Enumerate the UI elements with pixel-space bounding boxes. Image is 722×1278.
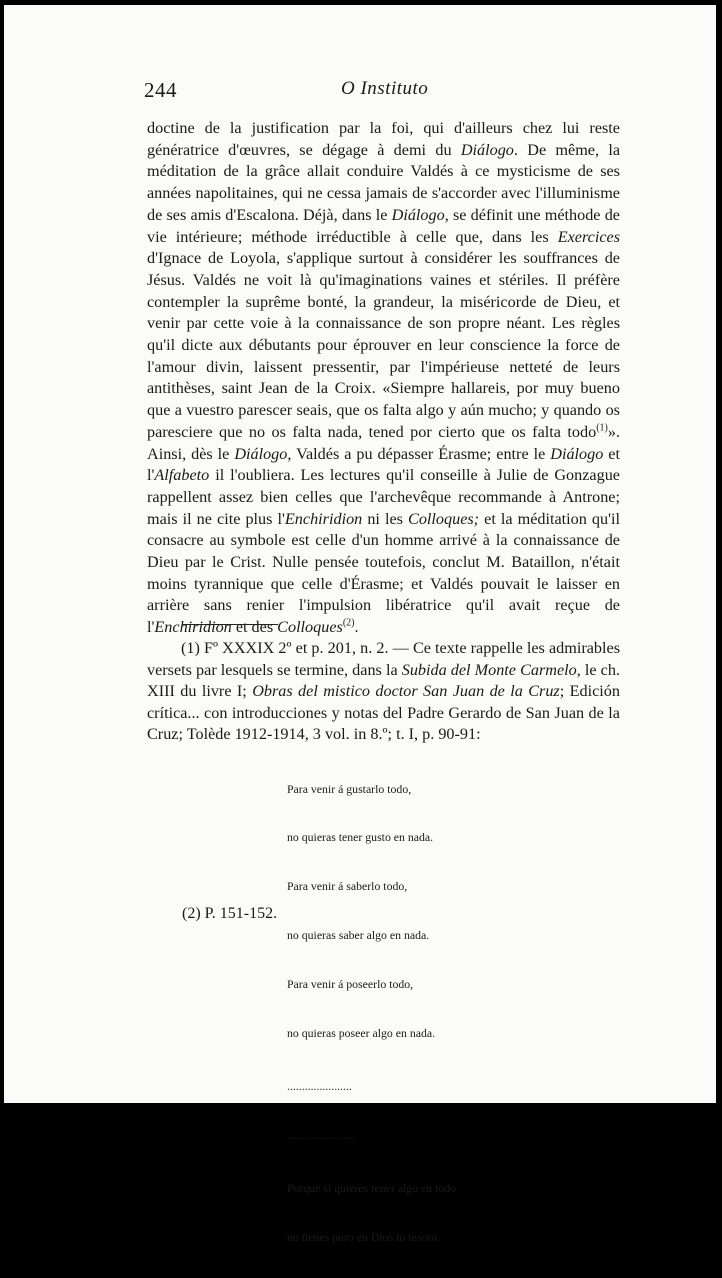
verse-line: Porque si quieres tener algo en todo <box>287 1180 457 1195</box>
verse-line: Para venir á saberlo todo, <box>287 879 408 894</box>
verse-ellipsis: ....................... <box>287 1127 355 1142</box>
verse-line: no quieras saber algo en nada. <box>287 928 430 943</box>
footnote-2: (2) P. 151-152. <box>182 905 278 922</box>
quoted-verse <box>287 748 456 1278</box>
footnote-divider <box>182 624 278 625</box>
page-header <box>4 75 716 105</box>
verse-ellipsis: ...................... <box>287 1078 352 1093</box>
running-title: O Instituto <box>341 78 429 99</box>
footnote-ref-1: (1) <box>596 422 608 434</box>
verse-line: Para venir á poseerlo todo, <box>287 977 414 992</box>
page <box>4 5 716 1244</box>
verse-line: no quieras poseer algo en nada. <box>287 1026 436 1041</box>
page-number: 244 <box>144 78 177 102</box>
body-paragraph: doctine de la justification par la foi, qui d'ailleurs chez lui reste génératrice d'œuvres, se dégage à demi du Diálogo. De même, la méditation de la grâce allait conduire Valdés à ce mysticisme de ses années napolitaines, qui ne cessa jamais de s'accorder avec l'illuminisme de ses amis d'Escalona. Déjà, dans le Diálogo, se définit une méthode de vie intérieure; méthode irréductible à celle que, dans les Exercices d'Ignace de Loyola, s'applique surtout à considérer les souffrances de Jésus. Valdés ne voit là qu'imaginations vaines et stériles. Il préfère contempler la suprême bonté, la grandeur, la miséricorde de Dieu, et venir par cette voie à la connaissance de son propre néant. Les règles qu'il dicte aux débutants pour éprouver en leur conscience la force de l'amour divin, laissent pressentir, par l'impérieuse netteté de leurs antithèses, saint Jean de la Croix. «Siempre hallareis, por muy bueno que a vuestro parescer seais, que os falta algo y aún mucho; y quando os paresciere que no os falta nada, tened por cierto que os falta todo$^{(1)}$». Ainsi, dès le Diálogo, Valdés a pu dépasser Érasme; entre le Diálogo et l'Alfabeto il l'oubliera. Les lectures qu'il conseille à Julie de Gonzague rappellent assez bien celles que l'archevêque recommande à Antrone; mais il ne cite plus l'Enchiridion ni les Colloques; et la méditation qu'il consacre au symbole est celle d'un homme arrivé à la connaissance de Dieu par le Crist. Nulle pensée toutefois, conclut M. Bataillon, n'était moins tyrannique que celle d'Érasme; et Valdés pouvait le laisser en arrière sans renier l'impulsion libératrice qu'il avait reçue de l'Enchiridion et des Colloques$^{(2)}$. <box>147 119 621 637</box>
footnote-1: (1) Fº XXXIX 2º et p. 201, n. 2. — Ce texte rappelle les admirables versets par lesquels se termine, dans la Subida del Monte Carmelo, le ch. XIII du livre I; Obras del mistico doctor San Juan de la Cruz; Edición crítica... con introducciones y notas del Padre Gerardo de San Juan de la Cruz; Tolède 1912-1914, 3 vol. in 8.º; t. I, p. 90-91: <box>147 639 620 744</box>
verse-line: no tienes puro en Dios tu tesoro. <box>287 1229 441 1244</box>
footnote-ref-2: (2) <box>342 617 355 629</box>
verse-line: Para venir á gustarlo todo, <box>287 781 412 796</box>
verse-line: no quieras tener gusto en nada. <box>287 830 434 845</box>
